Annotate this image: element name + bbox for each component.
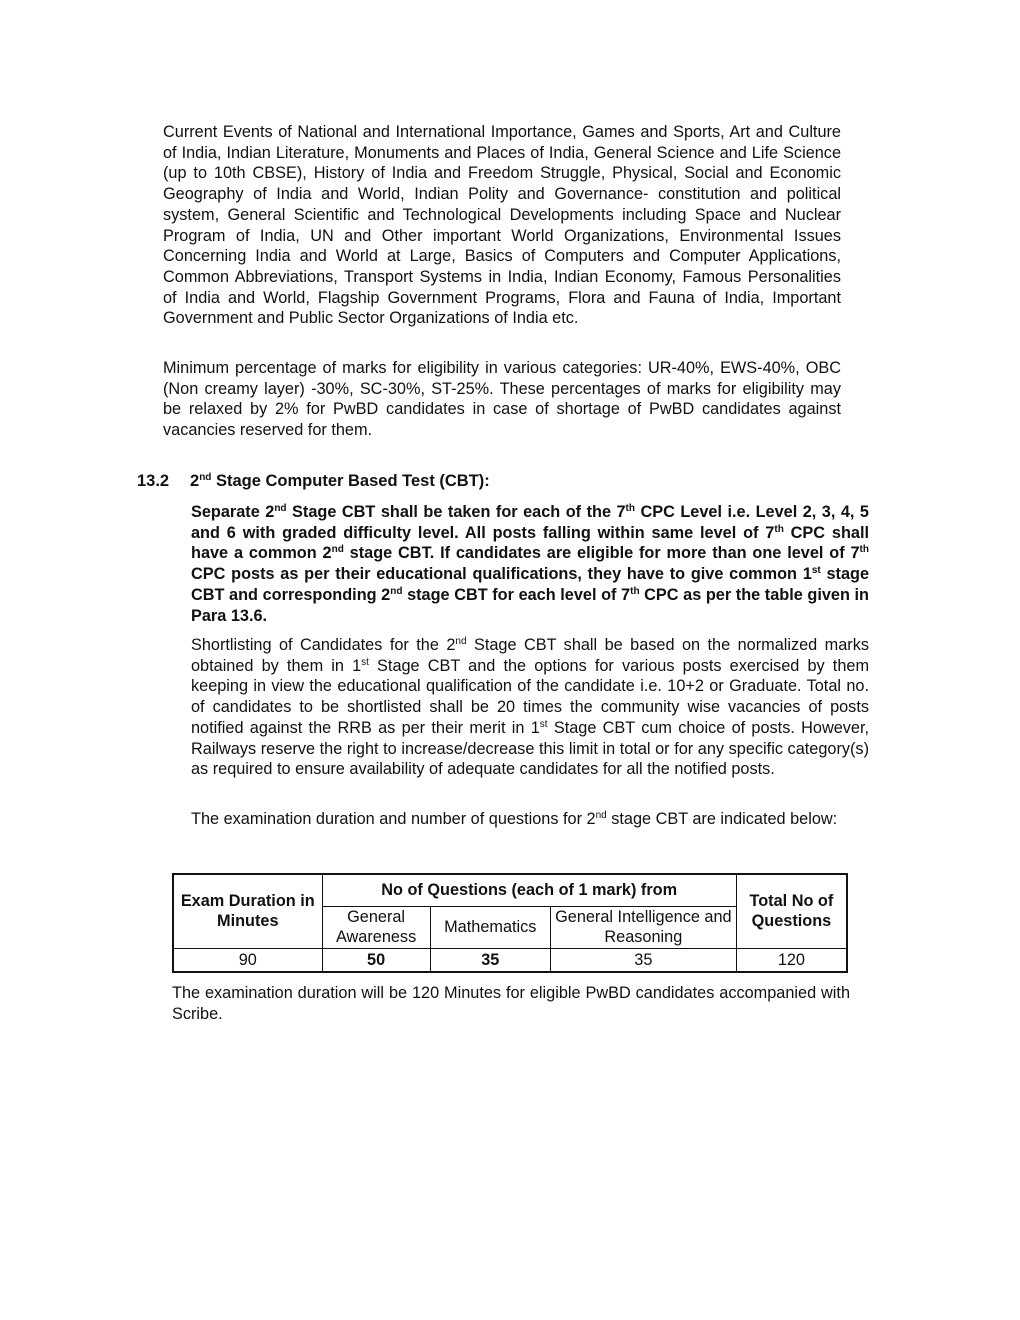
syllabus-paragraph: Current Events of National and International Importance, Games and Sports, Art and Culture of India, Indian Literature, Monuments and Places of India, General Science and Life Science (up to 10th CBSE), History of India and Freedom Struggle, Physical, Social and Economic Geography of India and World, Indian Polity and Governance- constitution and political system, General Scientific and Technological Developments including Space and Nuclear Program of India, UN and Other important World Organizations, Environmental Issues Concerning India and World at Large, Basics of Computers and Computer Applications, Common Abbreviations, Transport Systems in India, Indian Economy, Famous Personalities of India and World, Flagship Government Programs, Flora and Fauna of India, Important Government and Public Sector Organizations of India etc.: [163, 123, 841, 328]
text-segment: CPC as per the table given in Para 13.6.: [191, 585, 869, 625]
text-segment: Shortlisting of Candidates for the 2: [191, 636, 456, 654]
text-segment: 2: [190, 472, 200, 490]
ordinal-suffix: nd: [595, 810, 607, 821]
header-mathematics: Mathematics: [430, 906, 550, 948]
ordinal-suffix: st: [811, 565, 821, 577]
header-total-questions: Total No of Questions: [736, 874, 847, 948]
cell-mathematics: 35: [430, 948, 550, 972]
cbt-levels-paragraph: [191, 502, 869, 626]
ordinal-suffix: nd: [331, 544, 344, 556]
exam-pattern-table: [172, 873, 848, 973]
section-title: [190, 472, 490, 491]
text-segment: CPC posts as per their educational qualifications, they have to give common 1: [191, 565, 812, 584]
header-general-intelligence: General Intelligence and Reasoning: [550, 906, 736, 948]
text-segment: CPC Level i.e. Level 2, 3, 4, 5 and 6 with graded difficulty level. All posts falling within same level of 7: [191, 503, 869, 542]
text-segment: Stage CBT shall be based on the normalized marks obtained by them in 1: [191, 636, 869, 675]
cell-general-intelligence: 35: [550, 948, 736, 972]
text-segment: stage CBT. If candidates are eligible for more than one level of 7: [343, 544, 860, 563]
header-general-awareness: General Awareness: [322, 906, 430, 948]
cell-duration: 90: [173, 948, 322, 972]
ordinal-suffix: st: [361, 656, 369, 668]
text-segment: The examination duration and number of questions for 2: [191, 810, 596, 828]
text-segment: Stage CBT and the options for various posts exercised by them keeping in view the educational qualification of the candidate i.e. 10+2 or Graduate. Total no. of candidates to be shortlisted shall be 20 times the community wise vacancies of posts notified against the RRB as per their merit in 1: [191, 656, 870, 737]
text-segment: stage CBT and corresponding 2: [191, 565, 869, 604]
ordinal-suffix: nd: [455, 636, 467, 647]
pwbd-duration-note: The examination duration will be 120 Minutes for eligible PwBD candidates accompanied with Scribe.: [172, 984, 850, 1023]
ordinal-suffix: th: [859, 544, 869, 556]
ordinal-suffix: th: [630, 585, 640, 597]
text-segment: Stage CBT cum choice of posts. However, Railways reserve the right to increase/decrease this limit in total or for any specific category(s) as required to ensure availability of adequate candidates for all the notified posts.: [191, 718, 869, 779]
ordinal-suffix: nd: [390, 585, 403, 597]
text-segment: Stage Computer Based Test (CBT):: [211, 472, 490, 490]
cell-total: 120: [736, 948, 847, 972]
header-questions-group: No of Questions (each of 1 mark) from: [322, 874, 736, 906]
cell-general-awareness: 50: [322, 948, 430, 972]
text-segment: Stage CBT shall be taken for each of the 7: [286, 503, 626, 521]
ordinal-suffix: th: [625, 503, 635, 514]
text-segment: Separate 2: [191, 503, 275, 521]
ordinal-suffix: nd: [274, 503, 287, 514]
text-segment: CPC shall have a common 2: [191, 523, 869, 563]
eligibility-paragraph: Minimum percentage of marks for eligibility in various categories: UR-40%, EWS-40%, OBC (Non creamy layer) -30%, SC-30%, ST-25%. These percentages of marks for eligibility may be relaxed by 2% for PwBD candidates in case of shortage of PwBD candidates against vacancies reserved for them.: [163, 359, 841, 440]
table-row: [173, 948, 847, 972]
ordinal-suffix: nd: [199, 472, 212, 483]
text-segment: stage CBT for each level of 7: [402, 585, 631, 604]
duration-intro-paragraph: [191, 809, 869, 830]
ordinal-suffix: th: [774, 523, 784, 535]
shortlisting-paragraph: [191, 635, 869, 780]
ordinal-suffix: st: [539, 718, 548, 730]
header-exam-duration: Exam Duration in Minutes: [173, 874, 322, 948]
text-segment: stage CBT are indicated below:: [606, 810, 838, 828]
section-number: 13.2: [137, 472, 170, 490]
